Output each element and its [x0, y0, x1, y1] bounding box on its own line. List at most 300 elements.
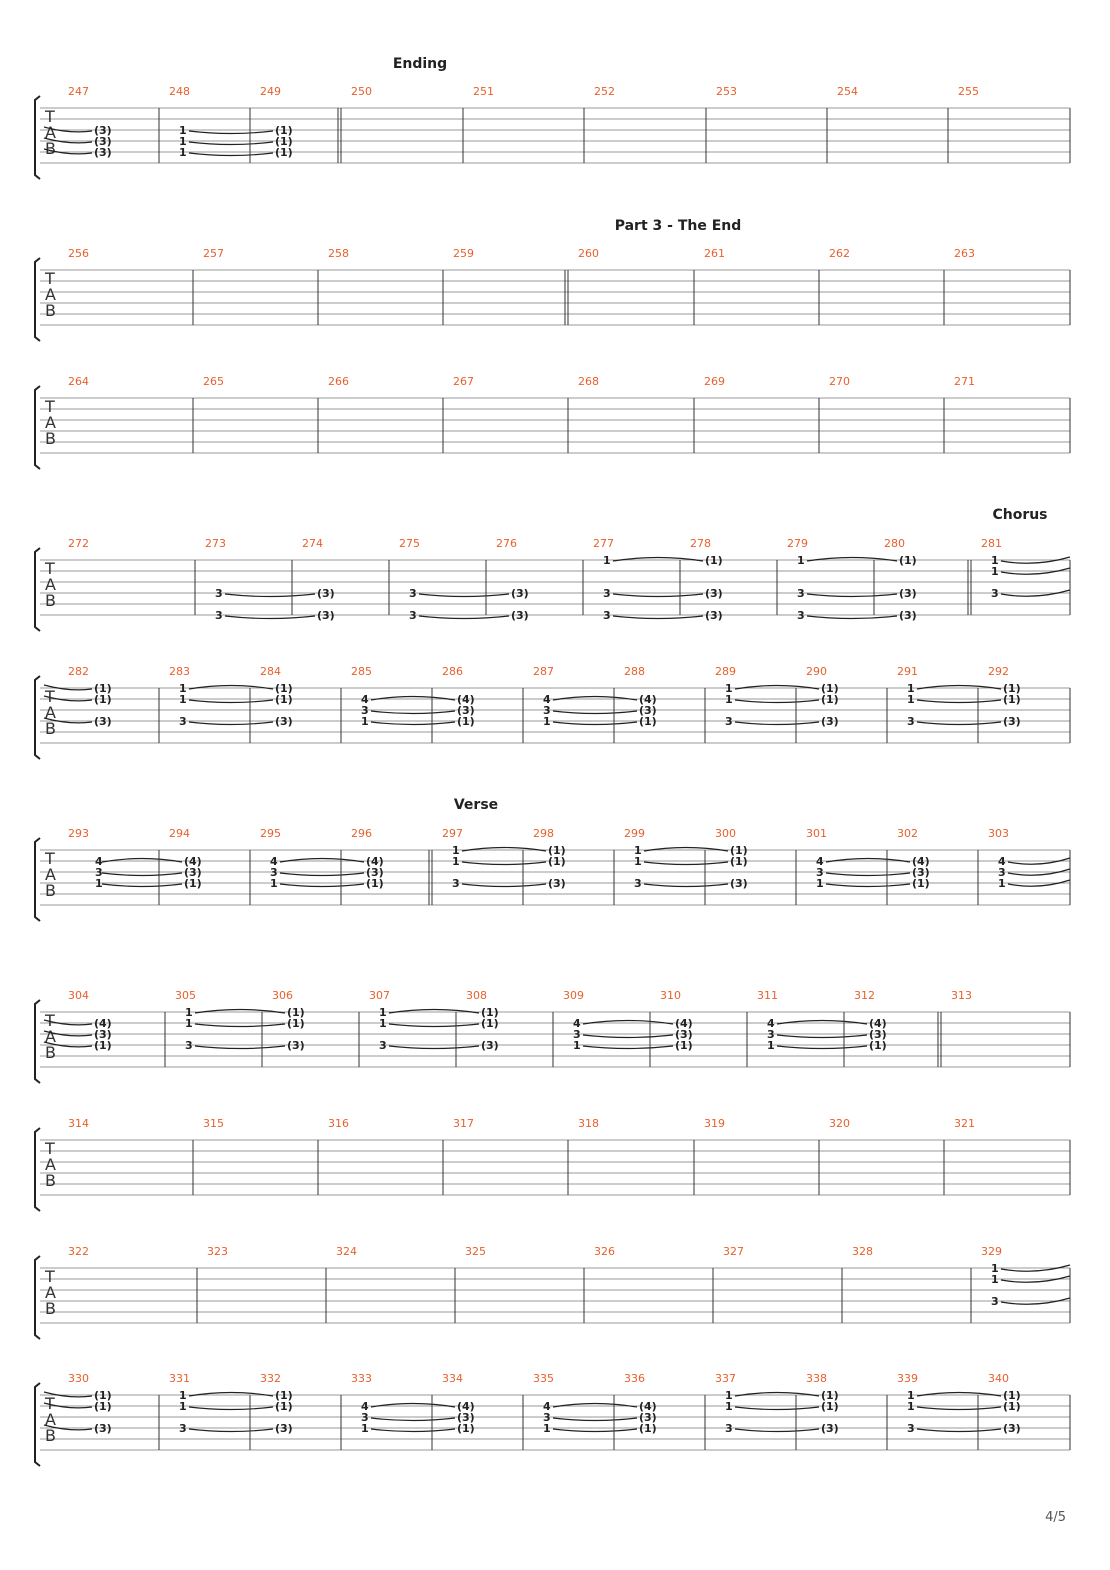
tab-letter: A: [45, 1283, 56, 1302]
bar-number: 270: [829, 375, 850, 388]
tie-arc: [777, 1046, 867, 1049]
tie-arc: [553, 1429, 637, 1432]
bar-number: 268: [578, 375, 599, 388]
tab-letter: A: [45, 865, 56, 884]
bar-number: 282: [68, 665, 89, 678]
section-label: Chorus: [992, 507, 1048, 523]
bar-number: 297: [442, 827, 463, 840]
fret-number: (3): [869, 1028, 887, 1041]
bar-number: 264: [68, 375, 89, 388]
tie-arc: [389, 1046, 479, 1049]
bar-number: 284: [260, 665, 281, 678]
fret-number: (3): [705, 609, 723, 622]
bar-number: 293: [68, 827, 89, 840]
fret-number: (1): [899, 554, 917, 567]
tab-letter: A: [45, 575, 56, 594]
fret-number: (1): [821, 682, 839, 695]
fret-number: (3): [821, 1422, 839, 1435]
bar-number: 304: [68, 989, 89, 1002]
fret-number: (3): [481, 1039, 499, 1052]
tie-arc: [735, 1407, 819, 1410]
fret-number: 1: [185, 1017, 193, 1030]
staff-bracket: [35, 386, 40, 469]
fret-number: 1: [95, 877, 103, 890]
tie-arc: [189, 1407, 273, 1410]
fret-number: (1): [548, 855, 566, 868]
bar-number: 314: [68, 1117, 89, 1130]
bar-number: 274: [302, 537, 323, 550]
tie-arc: [777, 1035, 867, 1038]
bar-number: 323: [207, 1245, 228, 1258]
section-label: Ending: [392, 56, 448, 72]
fret-number: 3: [179, 715, 187, 728]
fret-number: (3): [94, 1422, 112, 1435]
tie-arc: [371, 711, 455, 714]
bar-number: 310: [660, 989, 681, 1002]
fret-number: 1: [991, 1273, 999, 1286]
fret-number: 3: [409, 609, 417, 622]
tie-arc: [735, 700, 819, 703]
fret-number: 1: [603, 554, 611, 567]
bar-number: 300: [715, 827, 736, 840]
fret-number: 1: [543, 715, 551, 728]
fret-number: (4): [675, 1017, 693, 1030]
bar-number: 263: [954, 247, 975, 260]
fret-number: (1): [287, 1017, 305, 1030]
bar-number: 317: [453, 1117, 474, 1130]
bar-number: 336: [624, 1372, 645, 1385]
fret-number: 1: [361, 1422, 369, 1435]
fret-number: 3: [215, 609, 223, 622]
fret-number: 1: [907, 682, 915, 695]
fret-number: (3): [94, 124, 112, 137]
fret-number: 1: [907, 1400, 915, 1413]
fret-number: (1): [821, 1400, 839, 1413]
tab-letter: A: [45, 1027, 56, 1046]
tie-arc: [826, 873, 910, 876]
fret-number: (1): [275, 693, 293, 706]
fret-number: (3): [287, 1039, 305, 1052]
fret-number: (3): [899, 587, 917, 600]
tab-letter: A: [45, 1410, 56, 1429]
bar-number: 249: [260, 85, 281, 98]
tab-letter: B: [45, 881, 56, 900]
fret-number: 3: [816, 866, 824, 879]
fret-number: 3: [725, 715, 733, 728]
tie-arc: [917, 1429, 1001, 1432]
bar-number: 257: [203, 247, 224, 260]
fret-number: (3): [457, 704, 475, 717]
bar-number: 326: [594, 1245, 615, 1258]
fret-number: (1): [94, 682, 112, 695]
tie-arc: [280, 873, 364, 876]
bar-number: 333: [351, 1372, 372, 1385]
fret-number: 3: [725, 1422, 733, 1435]
bar-number: 248: [169, 85, 190, 98]
fret-number: (3): [548, 877, 566, 890]
bar-number: 329: [981, 1245, 1002, 1258]
fret-number: 3: [603, 609, 611, 622]
fret-number: 4: [270, 855, 278, 868]
bar-number: 277: [593, 537, 614, 550]
tab-letter: B: [45, 301, 56, 320]
fret-number: 3: [998, 866, 1006, 879]
fret-number: 1: [991, 565, 999, 578]
bar-number: 273: [205, 537, 226, 550]
tie-arc: [195, 1024, 285, 1027]
fret-number: 1: [797, 554, 805, 567]
bar-number: 279: [787, 537, 808, 550]
fret-number: (3): [675, 1028, 693, 1041]
fret-number: 3: [409, 587, 417, 600]
section-label: Part 3 - The End: [614, 218, 742, 234]
fret-number: 1: [725, 693, 733, 706]
tie-arc: [280, 884, 364, 887]
fret-number: (3): [94, 146, 112, 159]
bar-number: 254: [837, 85, 858, 98]
bar-number: 321: [954, 1117, 975, 1130]
bar-number: 278: [690, 537, 711, 550]
bar-number: 276: [496, 537, 517, 550]
tie-arc: [644, 884, 728, 887]
tie-arc: [735, 1429, 819, 1432]
bar-number: 260: [578, 247, 599, 260]
tie-arc: [917, 722, 1001, 725]
fret-number: 1: [725, 1389, 733, 1402]
bar-number: 334: [442, 1372, 463, 1385]
tab-letter: T: [45, 1394, 55, 1413]
fret-number: (1): [821, 693, 839, 706]
fret-number: 4: [767, 1017, 775, 1030]
fret-number: 1: [185, 1006, 193, 1019]
tab-letter: B: [45, 1299, 56, 1318]
tab-letter: B: [45, 719, 56, 738]
tab-letter: T: [45, 1139, 55, 1158]
fret-number: (1): [1003, 693, 1021, 706]
fret-number: 1: [725, 682, 733, 695]
fret-number: (1): [821, 1389, 839, 1402]
bar-number: 271: [954, 375, 975, 388]
tab-letter: B: [45, 1426, 56, 1445]
fret-number: 1: [991, 554, 999, 567]
bar-number: 294: [169, 827, 190, 840]
tab-letter: A: [45, 413, 56, 432]
fret-number: 1: [270, 877, 278, 890]
fret-number: (1): [869, 1039, 887, 1052]
fret-number: (3): [1003, 715, 1021, 728]
tab-letter: A: [45, 703, 56, 722]
bar-number: 308: [466, 989, 487, 1002]
bar-number: 338: [806, 1372, 827, 1385]
fret-number: 4: [816, 855, 824, 868]
fret-number: 1: [725, 1400, 733, 1413]
fret-number: 3: [185, 1039, 193, 1052]
tie-arc: [583, 1046, 673, 1049]
bar-number: 281: [981, 537, 1002, 550]
fret-number: 3: [634, 877, 642, 890]
fret-number: 1: [998, 877, 1006, 890]
tie-arc: [807, 616, 897, 619]
tie-arc: [189, 142, 273, 145]
fret-number: 3: [907, 715, 915, 728]
staff-bracket: [35, 838, 40, 921]
bar-number: 306: [272, 989, 293, 1002]
tie-arc: [917, 700, 1001, 703]
bar-number: 285: [351, 665, 372, 678]
fret-number: (3): [511, 609, 529, 622]
bar-number: 292: [988, 665, 1009, 678]
fret-number: (1): [548, 844, 566, 857]
staff-bracket: [35, 1128, 40, 1211]
fret-number: (1): [675, 1039, 693, 1052]
fret-number: (4): [639, 693, 657, 706]
fret-number: 3: [907, 1422, 915, 1435]
fret-number: 1: [379, 1006, 387, 1019]
tie-arc: [735, 722, 819, 725]
bar-number: 289: [715, 665, 736, 678]
tab-letter: A: [45, 1155, 56, 1174]
fret-number: (3): [317, 609, 335, 622]
bar-number: 318: [578, 1117, 599, 1130]
fret-number: (1): [730, 855, 748, 868]
fret-number: (3): [912, 866, 930, 879]
fret-number: 1: [179, 124, 187, 137]
tab-letter: T: [45, 397, 55, 416]
tab-letter: A: [45, 123, 56, 142]
bar-number: 327: [723, 1245, 744, 1258]
tie-arc: [195, 1046, 285, 1049]
fret-number: (1): [275, 135, 293, 148]
fret-number: 1: [573, 1039, 581, 1052]
tie-arc: [225, 616, 315, 619]
fret-number: (1): [366, 877, 384, 890]
fret-number: (4): [366, 855, 384, 868]
bar-number: 272: [68, 537, 89, 550]
bar-number: 295: [260, 827, 281, 840]
tie-arc: [189, 722, 273, 725]
fret-number: (1): [481, 1017, 499, 1030]
fret-number: (1): [481, 1006, 499, 1019]
bar-number: 322: [68, 1245, 89, 1258]
tab-letter: B: [45, 139, 56, 158]
tie-arc: [371, 1429, 455, 1432]
tie-arc: [613, 594, 703, 597]
tab-letter: T: [45, 269, 55, 288]
bar-number: 283: [169, 665, 190, 678]
tab-letter: B: [45, 1043, 56, 1062]
tab-letter: T: [45, 687, 55, 706]
fret-number: 1: [179, 1389, 187, 1402]
fret-number: (1): [94, 693, 112, 706]
fret-number: (3): [94, 135, 112, 148]
bar-number: 258: [328, 247, 349, 260]
fret-number: (1): [639, 1422, 657, 1435]
fret-number: (3): [730, 877, 748, 890]
tie-arc: [644, 862, 728, 865]
fret-number: 3: [543, 704, 551, 717]
bar-number: 262: [829, 247, 850, 260]
staff-bracket: [35, 258, 40, 341]
bar-number: 255: [958, 85, 979, 98]
bar-number: 305: [175, 989, 196, 1002]
tie-arc: [189, 700, 273, 703]
fret-number: (3): [94, 1028, 112, 1041]
tie-arc: [419, 594, 509, 597]
fret-number: (3): [639, 1411, 657, 1424]
fret-number: (4): [912, 855, 930, 868]
fret-number: (1): [457, 1422, 475, 1435]
bar-number: 328: [852, 1245, 873, 1258]
fret-number: 3: [603, 587, 611, 600]
tie-arc: [102, 884, 182, 887]
fret-number: 1: [907, 1389, 915, 1402]
page-number: 4/5: [1045, 1510, 1066, 1525]
fret-number: 1: [179, 693, 187, 706]
fret-number: 4: [573, 1017, 581, 1030]
fret-number: 3: [179, 1422, 187, 1435]
fret-number: (1): [1003, 1389, 1021, 1402]
fret-number: 3: [361, 704, 369, 717]
bar-number: 330: [68, 1372, 89, 1385]
bar-number: 309: [563, 989, 584, 1002]
tie-arc: [553, 711, 637, 714]
bar-number: 256: [68, 247, 89, 260]
fret-number: 1: [179, 135, 187, 148]
bar-number: 251: [473, 85, 494, 98]
tie-arc: [917, 1407, 1001, 1410]
fret-number: 1: [907, 693, 915, 706]
fret-number: (3): [317, 587, 335, 600]
fret-number: 3: [991, 587, 999, 600]
fret-number: (1): [287, 1006, 305, 1019]
tie-arc: [807, 594, 897, 597]
tab-letter: B: [45, 591, 56, 610]
tie-arc: [189, 1429, 273, 1432]
fret-number: (1): [457, 715, 475, 728]
bar-number: 301: [806, 827, 827, 840]
tab-letter: T: [45, 1011, 55, 1030]
fret-number: 4: [998, 855, 1006, 868]
staff-bracket: [35, 548, 40, 631]
bar-number: 303: [988, 827, 1009, 840]
fret-number: 1: [452, 844, 460, 857]
bar-number: 337: [715, 1372, 736, 1385]
fret-number: (1): [275, 1400, 293, 1413]
fret-number: 1: [543, 1422, 551, 1435]
fret-number: (1): [912, 877, 930, 890]
fret-number: (3): [511, 587, 529, 600]
fret-number: (3): [821, 715, 839, 728]
fret-number: 3: [767, 1028, 775, 1041]
tie-arc: [553, 1418, 637, 1421]
fret-number: (3): [705, 587, 723, 600]
bar-number: 287: [533, 665, 554, 678]
bar-number: 288: [624, 665, 645, 678]
bar-number: 286: [442, 665, 463, 678]
bar-number: 252: [594, 85, 615, 98]
fret-number: 3: [361, 1411, 369, 1424]
bar-number: 296: [351, 827, 372, 840]
fret-number: (1): [94, 1400, 112, 1413]
fret-number: (4): [869, 1017, 887, 1030]
fret-number: (4): [457, 693, 475, 706]
tie-arc: [553, 722, 637, 725]
section-label: Verse: [453, 797, 499, 813]
fret-number: (3): [275, 715, 293, 728]
bar-number: 298: [533, 827, 554, 840]
fret-number: 3: [991, 1295, 999, 1308]
fret-number: (3): [1003, 1422, 1021, 1435]
bar-number: 307: [369, 989, 390, 1002]
fret-number: 3: [543, 1411, 551, 1424]
bar-number: 312: [854, 989, 875, 1002]
tab-letter: T: [45, 559, 55, 578]
tie-arc: [462, 884, 546, 887]
fret-number: 1: [179, 682, 187, 695]
fret-number: 4: [543, 693, 551, 706]
bar-number: 331: [169, 1372, 190, 1385]
fret-number: (4): [639, 1400, 657, 1413]
fret-number: (1): [275, 1389, 293, 1402]
fret-number: 3: [797, 609, 805, 622]
fret-number: (4): [94, 1017, 112, 1030]
fret-number: 1: [179, 1400, 187, 1413]
fret-number: (1): [184, 877, 202, 890]
bar-number: 316: [328, 1117, 349, 1130]
fret-number: 3: [573, 1028, 581, 1041]
fret-number: (1): [1003, 1400, 1021, 1413]
bar-number: 280: [884, 537, 905, 550]
fret-number: (1): [705, 554, 723, 567]
bar-number: 302: [897, 827, 918, 840]
fret-number: (1): [639, 715, 657, 728]
fret-number: (3): [94, 715, 112, 728]
tie-arc: [613, 616, 703, 619]
fret-number: 3: [452, 877, 460, 890]
bar-number: 315: [203, 1117, 224, 1130]
bar-number: 335: [533, 1372, 554, 1385]
fret-number: (1): [94, 1389, 112, 1402]
fret-number: 3: [95, 866, 103, 879]
bar-number: 340: [988, 1372, 1009, 1385]
tie-arc: [419, 616, 509, 619]
fret-number: (3): [184, 866, 202, 879]
tab-letter: B: [45, 1171, 56, 1190]
staff-bracket: [35, 96, 40, 179]
tie-arc: [189, 131, 273, 134]
tab-letter: B: [45, 429, 56, 448]
bar-number: 319: [704, 1117, 725, 1130]
tie-arc: [826, 884, 910, 887]
tie-arc: [389, 1024, 479, 1027]
tie-arc: [462, 862, 546, 865]
bar-number: 259: [453, 247, 474, 260]
bar-number: 253: [716, 85, 737, 98]
fret-number: (1): [730, 844, 748, 857]
fret-number: (3): [275, 1422, 293, 1435]
fret-number: (1): [1003, 682, 1021, 695]
bar-number: 339: [897, 1372, 918, 1385]
tie-arc: [102, 873, 182, 876]
staff-bracket: [35, 676, 40, 759]
staff-bracket: [35, 1000, 40, 1083]
fret-number: 1: [634, 855, 642, 868]
fret-number: 4: [361, 693, 369, 706]
tie-arc: [371, 722, 455, 725]
tab-letter: T: [45, 849, 55, 868]
fret-number: 1: [991, 1262, 999, 1275]
fret-number: (1): [275, 682, 293, 695]
